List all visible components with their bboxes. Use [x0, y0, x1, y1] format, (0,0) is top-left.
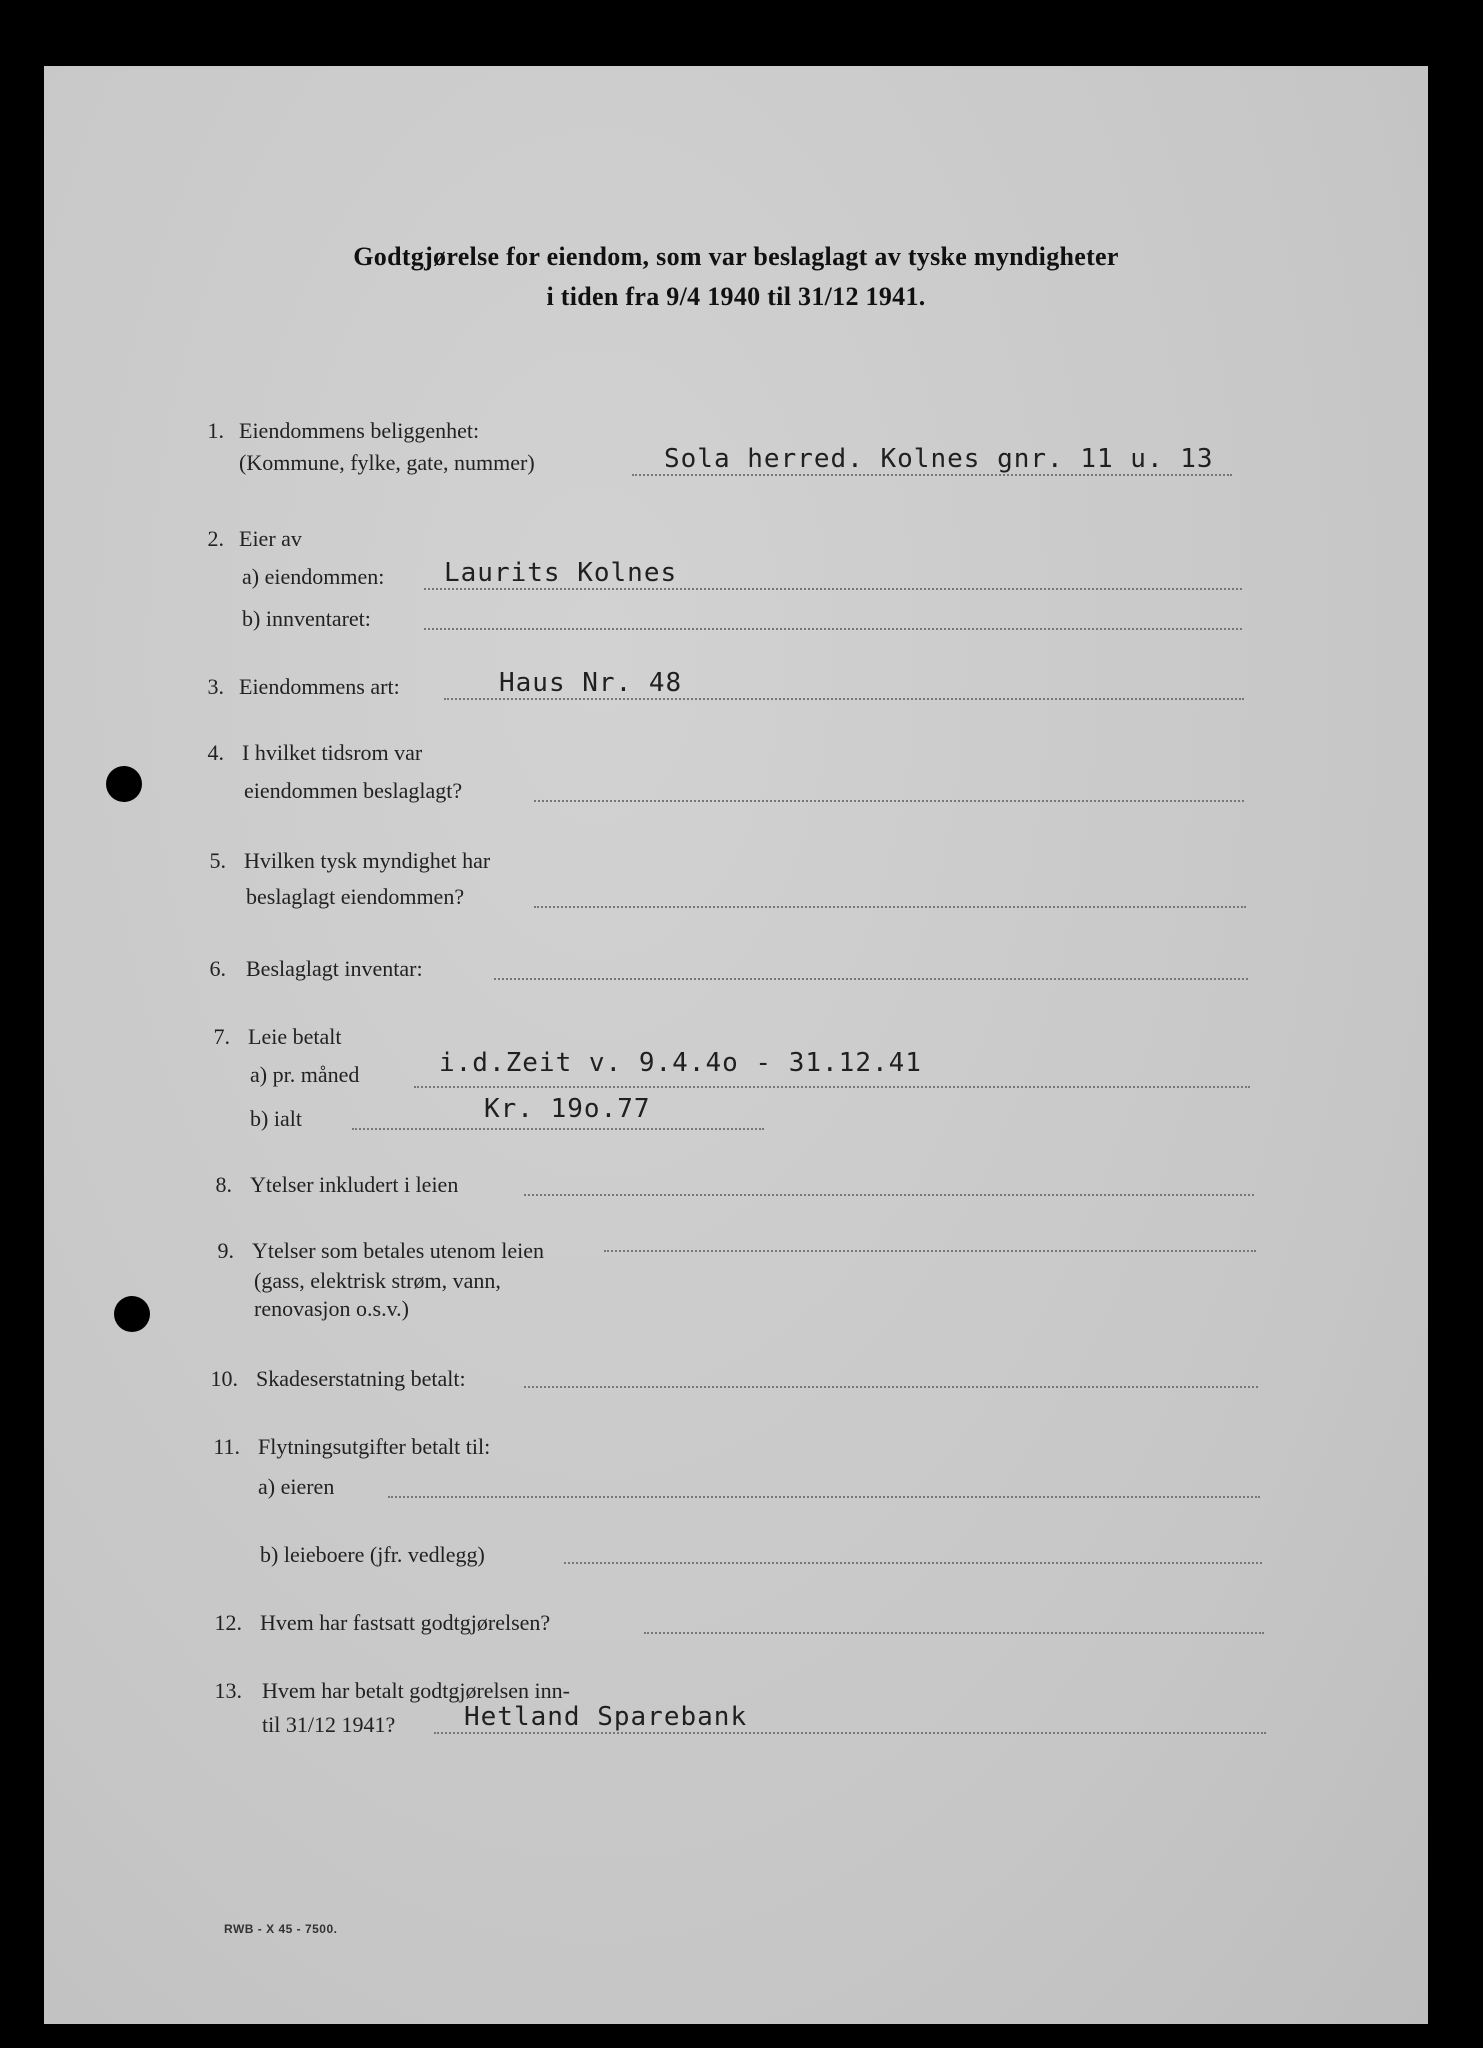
- item-number-10: 10.: [210, 1366, 238, 1391]
- label-moving-owner: a) eieren: [258, 1474, 335, 1499]
- dotted-line-6: [494, 978, 1248, 980]
- dotted-line-5: [534, 906, 1246, 908]
- dotted-line-8: [524, 1194, 1254, 1196]
- form-title-line1: Godtgjørelse for eiendom, som var beslaglagt av tyske myndigheter: [353, 242, 1119, 271]
- label-services-extra-line1: Ytelser som betales utenom leien: [252, 1238, 545, 1263]
- label-authority-line1: Hvilken tysk myndighet har: [244, 848, 491, 873]
- label-services-extra-line2: (gass, elektrisk strøm, vann,: [254, 1268, 501, 1293]
- label-rent-total: b) ialt: [250, 1106, 302, 1131]
- label-owner: Eier av: [239, 526, 302, 551]
- dotted-line-10: [524, 1386, 1258, 1388]
- value-rent-monthly: i.d.Zeit v. 9.4.4o - 31.12.41: [439, 1048, 922, 1078]
- dotted-line-4: [534, 800, 1244, 802]
- label-services-included: Ytelser inkludert i leien: [250, 1172, 459, 1197]
- label-location-hint: (Kommune, fylke, gate, nummer): [239, 450, 535, 475]
- dotted-line-7a: [414, 1086, 1250, 1088]
- label-property-type: Eiendommens art:: [239, 674, 400, 699]
- dotted-line-11b: [564, 1562, 1262, 1564]
- item-number-2: 2.: [207, 526, 224, 551]
- item-number-1: 1.: [207, 418, 224, 443]
- label-period-line2: eiendommen beslaglagt?: [244, 778, 463, 803]
- label-compensation-paid-line2: til 31/12 1941?: [262, 1712, 396, 1737]
- form-title-line2: i tiden fra 9/4 1940 til 31/12 1941.: [546, 282, 926, 311]
- label-owner-property: a) eiendommen:: [242, 564, 385, 589]
- item-number-3: 3.: [207, 674, 224, 699]
- item-number-4: 4.: [207, 740, 224, 765]
- label-seized-inventory: Beslaglagt inventar:: [246, 956, 423, 981]
- dotted-line-2a: [424, 588, 1242, 590]
- value-rent-total: Kr. 19o.77: [484, 1094, 651, 1124]
- item-number-13: 13.: [214, 1678, 242, 1703]
- item-number-7: 7.: [213, 1024, 230, 1049]
- label-rent-paid: Leie betalt: [248, 1024, 342, 1049]
- punch-hole-bottom: [114, 1296, 150, 1332]
- form-page: [44, 66, 1428, 2024]
- value-compensation-paid: Hetland Sparebank: [464, 1702, 748, 1732]
- label-authority-line2: beslaglagt eiendommen?: [246, 884, 465, 909]
- dotted-line-12: [644, 1632, 1264, 1634]
- dotted-line-13: [434, 1732, 1266, 1734]
- label-damages-paid: Skadeserstatning betalt:: [256, 1366, 466, 1391]
- item-number-12: 12.: [214, 1610, 242, 1635]
- value-property-type: Haus Nr. 48: [499, 668, 683, 698]
- dotted-line-7b: [352, 1128, 764, 1130]
- dotted-line-1: [632, 474, 1232, 476]
- label-owner-inventory: b) innventaret:: [242, 606, 371, 631]
- dotted-line-3: [444, 698, 1244, 700]
- label-location: Eiendommens beliggenhet:: [239, 418, 480, 443]
- item-number-5: 5.: [209, 848, 226, 873]
- dotted-line-11a: [388, 1496, 1260, 1498]
- label-services-extra-line3: renovasjon o.s.v.): [254, 1296, 409, 1321]
- value-location: Sola herred. Kolnes gnr. 11 u. 13: [664, 444, 1214, 474]
- dotted-line-9: [604, 1250, 1256, 1252]
- label-moving-costs: Flytningsutgifter betalt til:: [258, 1434, 491, 1459]
- value-owner-property: Laurits Kolnes: [444, 558, 678, 588]
- item-number-6: 6.: [209, 956, 226, 981]
- label-moving-tenants: b) leieboere (jfr. vedlegg): [260, 1542, 485, 1567]
- label-period-line1: I hvilket tidsrom var: [242, 740, 423, 765]
- punch-hole-top: [106, 766, 142, 802]
- label-compensation-paid-line1: Hvem har betalt godtgjørelsen inn-: [262, 1678, 570, 1703]
- item-number-9: 9.: [217, 1238, 234, 1263]
- form-footer-code: RWB - X 45 - 7500.: [224, 1922, 338, 1936]
- item-number-8: 8.: [215, 1172, 232, 1197]
- label-compensation-set: Hvem har fastsatt godtgjørelsen?: [260, 1610, 551, 1635]
- item-number-11: 11.: [213, 1434, 240, 1459]
- dotted-line-2b: [424, 628, 1242, 630]
- label-rent-monthly: a) pr. måned: [250, 1062, 360, 1087]
